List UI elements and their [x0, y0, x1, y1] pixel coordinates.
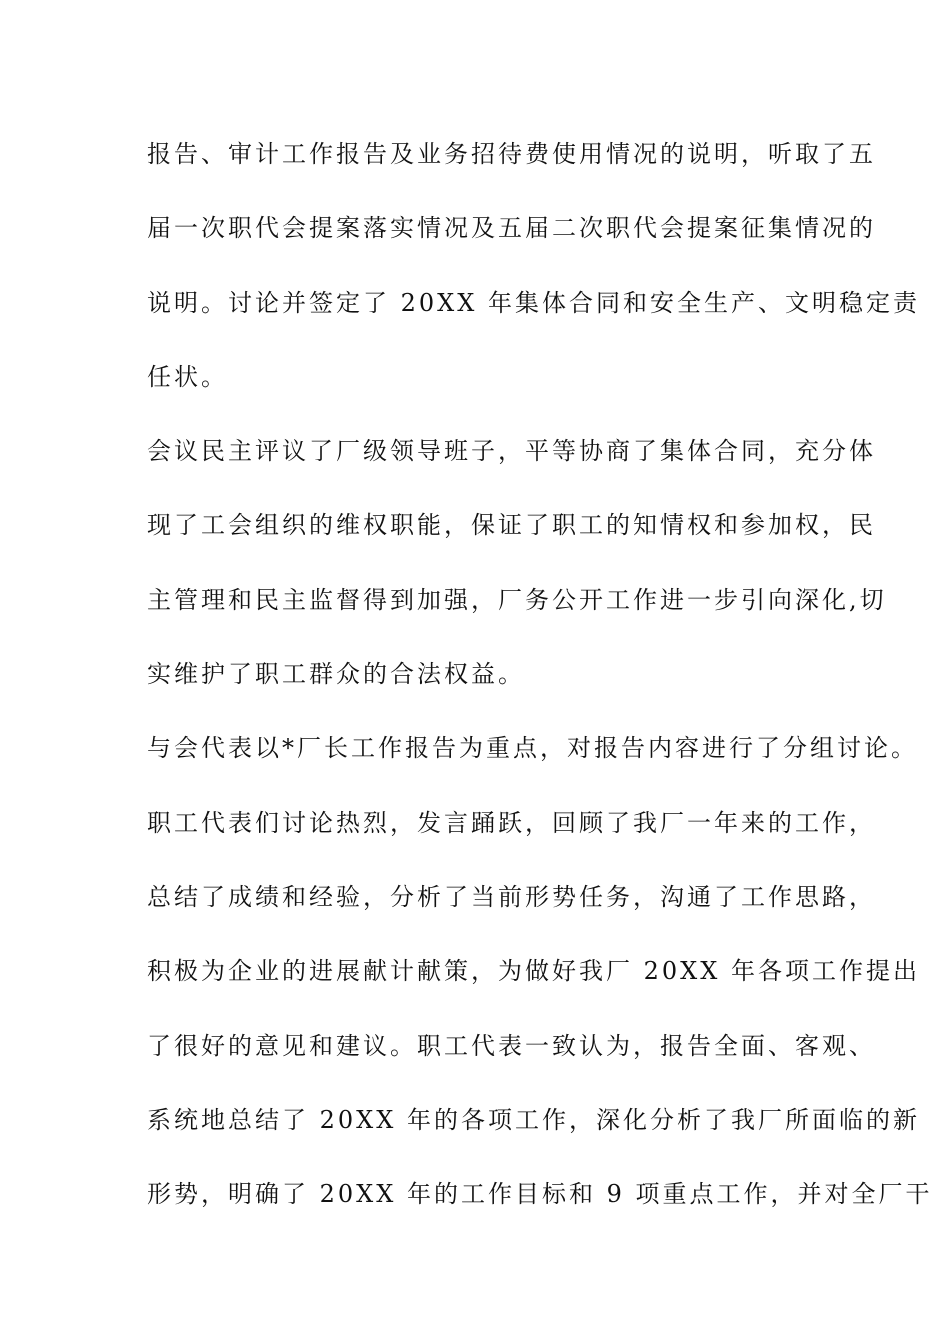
- text-line: 任状。: [147, 362, 228, 391]
- text-line: 说明。讨论并签定了 20XX 年集体合同和安全生产、文明稳定责: [147, 288, 920, 317]
- text-line: 积极为企业的进展献计献策，为做好我厂 20XX 年各项工作提出: [147, 957, 920, 986]
- text-line: 系统地总结了 20XX 年的各项工作，深化分析了我厂所面临的新: [147, 1105, 920, 1134]
- text-line: 报告、审计工作报告及业务招待费使用情况的说明，听取了五: [147, 140, 876, 168]
- text-line: 主管理和民主监督得到加强，厂务公开工作进一步引向深化,切: [147, 585, 887, 614]
- text-line: 会议民主评议了厂级领导班子，平等协商了集体合同，充分体: [147, 437, 876, 466]
- text-line: 总结了成绩和经验，分析了当前形势任务，沟通了工作思路，: [147, 882, 876, 911]
- text-line: 实维护了职工群众的合法权益。: [147, 660, 525, 689]
- body-text: [147, 133, 933, 1247]
- text-line: 现了工会组织的维权职能，保证了职工的知情权和参加权，民: [147, 511, 876, 540]
- text-line: 形势，明确了 20XX 年的工作目标和 9 项重点工作，并对全厂干: [147, 1180, 933, 1209]
- text-line: 届一次职代会提案落实情况及五届二次职代会提案征集情况的: [147, 214, 876, 243]
- text-line: 职工代表们讨论热烈，发言踊跃，回顾了我厂一年来的工作，: [147, 808, 876, 837]
- text-line: 了很好的意见和建议。职工代表一致认为，报告全面、客观、: [147, 1031, 876, 1060]
- text-line: 与会代表以*厂长工作报告为重点，对报告内容进行了分组讨论。: [147, 734, 918, 763]
